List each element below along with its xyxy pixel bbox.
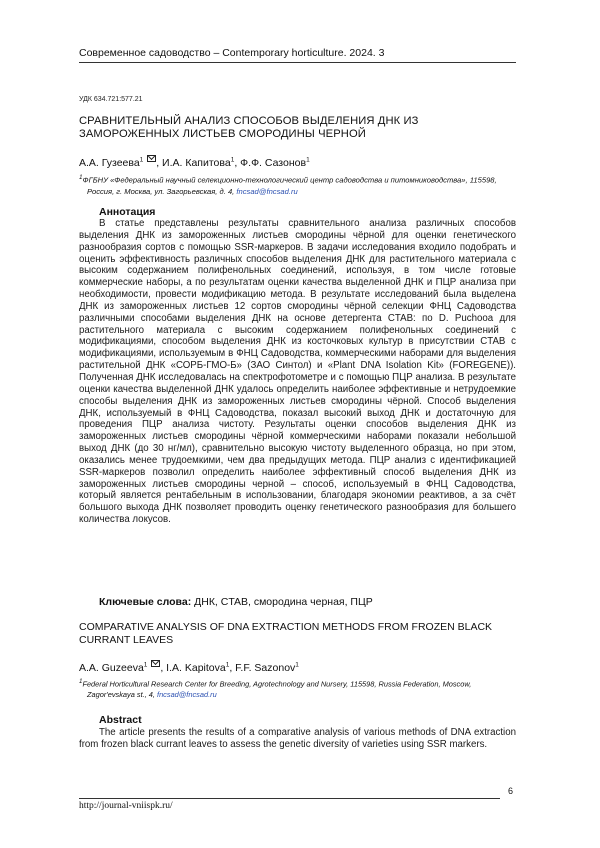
author-name: , Ф.Ф. Сазонов [234, 157, 306, 169]
email-link[interactable]: fncsad@fncsad.ru [236, 187, 297, 196]
keywords-value: ДНК, CTAB, смородина черная, ПЦР [191, 596, 373, 608]
author-name: А.А. Гузеева [79, 157, 140, 169]
affil-sup: 1 [79, 174, 83, 181]
author-affil-sup: 1 [140, 157, 144, 164]
page-number: 6 [508, 786, 513, 796]
keywords-label: Ключевые слова: [99, 596, 191, 608]
abstract-body [79, 727, 516, 752]
affil-line: Federal Horticultural Research Center for Breeding, Agrotechnology and Nursery, 115598, Russia Federation, Moscow, [82, 679, 471, 688]
email-icon[interactable] [147, 155, 156, 162]
author-affil-sup: 1 [226, 662, 230, 669]
affiliation-ru [79, 172, 516, 197]
abstract-text: The article presents the results of a comparative analysis of various methods of DNA extraction from frozen black currant leaves to assess the genetic diversity of varieties using SSR markers. [79, 727, 516, 750]
author-name: , И.А. Капитова [156, 157, 230, 169]
author-affil-sup: 1 [231, 157, 235, 164]
affiliation-en [79, 676, 516, 700]
email-icon[interactable] [151, 660, 160, 667]
header-divider [79, 62, 516, 63]
author-affil-sup: 1 [306, 157, 310, 164]
keywords [99, 596, 373, 608]
article-title-ru: СРАВНИТЕЛЬНЫЙ АНАЛИЗ СПОСОБОВ ВЫДЕЛЕНИЯ ДНК ИЗ ЗАМОРОЖЕННЫХ ЛИСТЬЕВ СМОРОДИНЫ ЧЕРНОЙ [79, 115, 516, 141]
annotation-heading: Аннотация [99, 206, 155, 218]
author-affil-sup: 1 [295, 662, 299, 669]
abstract-heading: Abstract [99, 714, 142, 726]
journal-url-link[interactable]: http://journal-vniispk.ru/ [79, 801, 173, 811]
affil-line: ФГБНУ «Федеральный научный селекционно-технологический центр садоводства и питомниководства», 115598, [83, 176, 497, 185]
author-name: , F.F. Sazonov [229, 662, 295, 674]
annotation-text: В статье представлены результаты сравнительного анализа различных способов выделения ДНК из замороженных листьев смородины чёрной для оценки генетического разнообразия сортов с помощью SSR-маркеров. В задачи исследования входило подобрать и оценить эффективность различных способов выделения ДНК для растительного материала с высоким содержанием полифенольных соединений, используя, в том числе готовые коммерческие наборы, а по результатам оценки качества выделенной ДНК и ПЦР анализа при необходимости, провести модификацию метода. В результате исследований была выделена ДНК из замороженных листьев 12 сортов смородины чёрной селекции ФНЦ Садоводства различными способами выделения ДНК на основе детергента CTAB: по D. Puchooa для растительного материала с высоким содержанием полифенольных соединений с модификациями, способом выделения ДНК из косточковых культур в присутствии CTAB с модификациями, используемым в ФНЦ Садоводства, коммерческими наборами для выделения растительной ДНК «СОРБ-ГМО-Б» (ЗАО Синтол) и «Plant DNA Isolation Kit» (FOREGENE)). Полученная ДНК исследовалась на спектрофотометре и с помощью ПЦР анализа. В результате оценки качества выделенной ДНК удалось определить наиболее эффективные и нетрудоемкие способы выделения ДНК из замороженных листьев смородины чёрной. Способ выделения ДНК, используемый в ФНЦ Садоводства, показал высокий выход ДНК и достаточную для проведения ПЦР анализа чистоту. Результаты оценки способов выделения ДНК из замороженных листьев смородины чёрной коммерческими наборами показали небольшой выход ДНК (до 30 нг/мл), сравнительно высокую чистоту выделенного образца, но при этом, оказались менее трудоемкими, чем два предыдущих метода. ПЦР анализ с идентификацией SSR-маркеров позволил определить наиболее эффективный способ выделения ДНК из замороженных листьев смородины черной – способ, используемый в ФНЦ Садоводства, который является рентабельным в использовании, благодаря экономии реактивов, а за счёт большого выхода ДНК позволяет проводить оценку генетического разнообразия для большего количества локусов. [79, 218, 516, 525]
author-affil-sup: 1 [144, 662, 148, 669]
authors-ru [79, 155, 310, 169]
journal-header: Современное садоводство – Contemporary horticulture. 2024. 3 [79, 47, 516, 59]
authors-en [79, 660, 299, 674]
affil-line: Россия, г. Москва, ул. Загорьевская, д. 4, [87, 187, 236, 196]
author-name: , I.A. Kapitova [160, 662, 225, 674]
email-link[interactable]: fncsad@fncsad.ru [157, 690, 217, 699]
udk-code: УДК 634.721:577.21 [79, 96, 143, 103]
annotation-body [79, 218, 516, 526]
affil-line: Zagor'evskaya st., 4, [87, 690, 157, 699]
article-title-en: COMPARATIVE ANALYSIS OF DNA EXTRACTION METHODS FROM FROZEN BLACK CURRANT LEAVES [79, 621, 516, 647]
author-name: A.A. Guzeeva [79, 662, 144, 674]
affil-sup: 1 [79, 678, 82, 685]
footer-divider [79, 798, 500, 799]
